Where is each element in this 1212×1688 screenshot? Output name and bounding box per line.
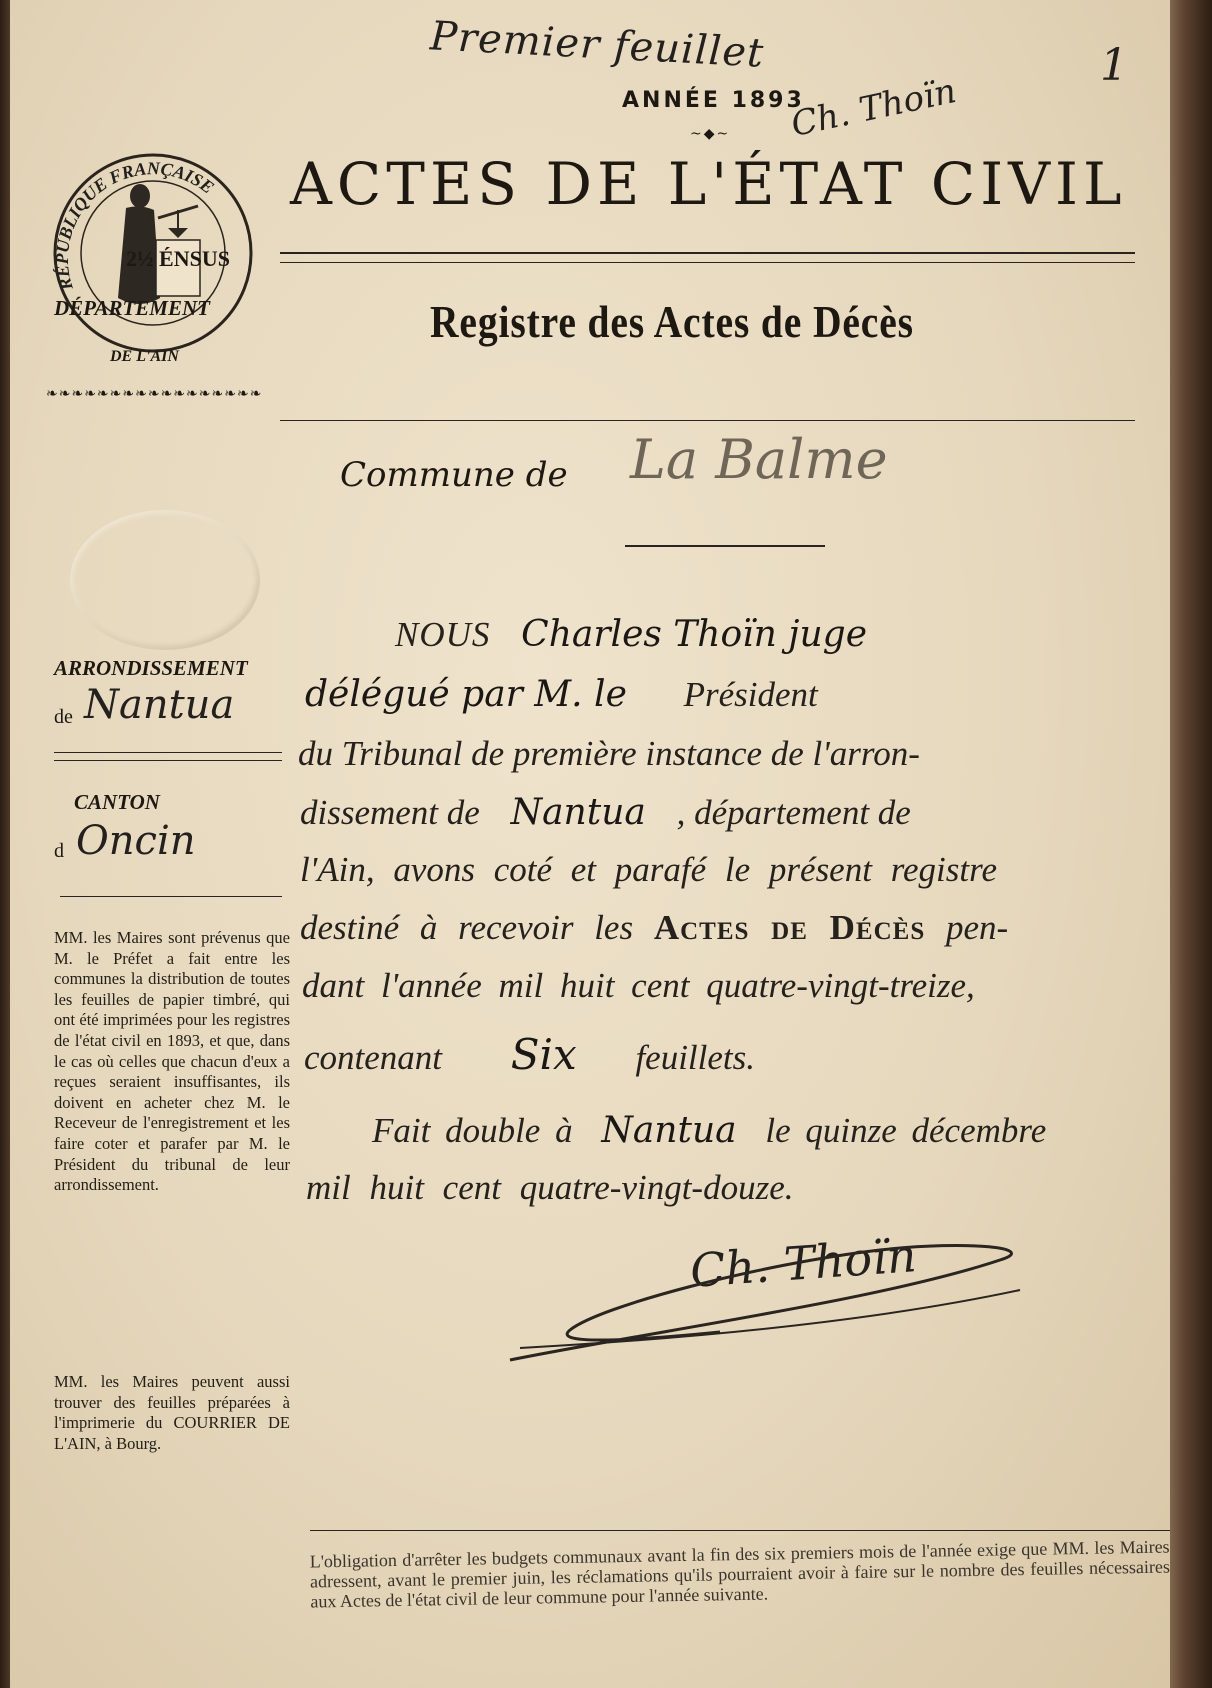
judge-name: Charles Thoïn juge	[521, 614, 868, 655]
pen-text: pen-	[945, 908, 1009, 947]
body-line-2	[305, 674, 818, 715]
arrondissement-de: de	[54, 706, 73, 728]
first-sheet-note: Premier feuillet	[429, 13, 766, 77]
nous-label: NOUS	[395, 615, 491, 654]
destined-text: destiné à recevoir les	[300, 908, 634, 947]
stamp-department-name: DE L'AIN	[110, 348, 179, 365]
signature-flourish	[500, 1220, 1060, 1370]
small-ornament: ~◆~	[690, 126, 731, 142]
body-line-6	[300, 908, 1008, 948]
embossed-seal	[70, 510, 260, 650]
president-word: Président	[683, 675, 818, 714]
canton-d: d	[54, 840, 64, 862]
commune-rule	[625, 545, 825, 547]
sheet-count: Six	[510, 1030, 577, 1079]
made-at-text: Fait double à	[372, 1111, 573, 1150]
body-line-10: mil huit cent quatre-vingt-douze.	[306, 1168, 794, 1207]
body-line-1	[395, 614, 867, 655]
departement-text: , département de	[676, 793, 911, 832]
body-line-3: du Tribunal de première instance de l'arron-	[298, 734, 920, 773]
signature: Ch. Thoïn	[688, 1228, 919, 1298]
sidebar-rule-3	[60, 896, 282, 897]
acts-of-death: Actes de Décès	[653, 908, 926, 947]
page-edge	[1166, 0, 1212, 1688]
paraph-signature: Ch. Thoïn	[787, 71, 960, 145]
commune-value: La Balme	[630, 428, 888, 491]
body-line-8	[304, 1030, 755, 1079]
sidebar-rule-2	[54, 760, 282, 761]
title-rule-bottom	[280, 262, 1135, 263]
body-line-7: dant l'année mil huit cent quatre-vingt-treize,	[302, 966, 975, 1005]
arrondissement-value: Nantua	[84, 682, 235, 728]
page-title: ACTES DE L'ÉTAT CIVIL	[290, 150, 1127, 218]
canton-value: Oncin	[76, 818, 196, 864]
arrondissement-text: dissement de	[300, 793, 480, 832]
canton-label: CANTON	[74, 790, 160, 814]
year-label: ANNÉE 1893	[622, 88, 805, 113]
body-line-5: l'Ain, avons coté et parafé le présent registre	[300, 850, 997, 889]
footnote-rule	[310, 1530, 1170, 1531]
register-subtitle: Registre des Actes de Décès	[430, 296, 914, 347]
sidebar-note-2: MM. les Maires peuvent aussi trouver des feuilles préparées à l'imprimerie du COURRIER DE L'AIN, à Bourg.	[54, 1372, 290, 1453]
date-text: le quinze décembre	[765, 1111, 1047, 1150]
subtitle-rule	[280, 420, 1135, 421]
title-rule-top	[280, 252, 1135, 254]
sidebar-note-1: MM. les Maires sont prévenus que M. le Préfet a fait entre les communes la distribution de toutes les feuilles de papier timbré, qui ont été imprimées pour les registres de l'état civil en 1893, et que, dans le cas où celles que chacun d'eux a reçues seraient insuffisantes, ils doivent en acheter chez M. le Receveur de l'enregistrement et les faire coter et parafer par M. le Président du tribunal de leur arrondissement.	[54, 928, 290, 1195]
sidebar-rule-1	[54, 752, 282, 753]
stamp-value: 2½ ÉNSUS	[126, 246, 230, 271]
stamp-ornament: ❧❧❧❧❧❧❧❧❧❧❧❧❧❧❧❧❧	[46, 386, 263, 402]
place-hand: Nantua	[601, 1110, 737, 1151]
arrondissement-hand: Nantua	[510, 792, 646, 833]
arrondissement-label: ARRONDISSEMENT	[54, 656, 248, 680]
register-page	[10, 0, 1170, 1688]
page-number: 1	[1100, 40, 1128, 91]
footnote: L'obligation d'arrêter les budgets communaux avant la fin des six premiers mois de l'année exige que MM. les Maires adressent, avant le premier juin, les réclamations qu'ils pourraient avoir à faire sur le nombre des feuilles nécessaires aux Actes de l'état civil de leur commune pour l'année suivante.	[309, 1536, 1170, 1612]
commune-label: Commune de	[340, 455, 568, 495]
delegated-by: délégué par M. le	[305, 674, 627, 715]
body-line-4	[300, 792, 911, 833]
body-line-9	[372, 1110, 1046, 1151]
stamp-ring-text: RÉPUBLIQUE FRANÇAISE	[51, 158, 218, 293]
containing-text: contenant	[304, 1038, 443, 1077]
revenue-stamp	[48, 148, 258, 358]
sheets-text: feuillets.	[635, 1038, 755, 1077]
stamp-departement: DÉPARTEMENT	[54, 296, 210, 320]
